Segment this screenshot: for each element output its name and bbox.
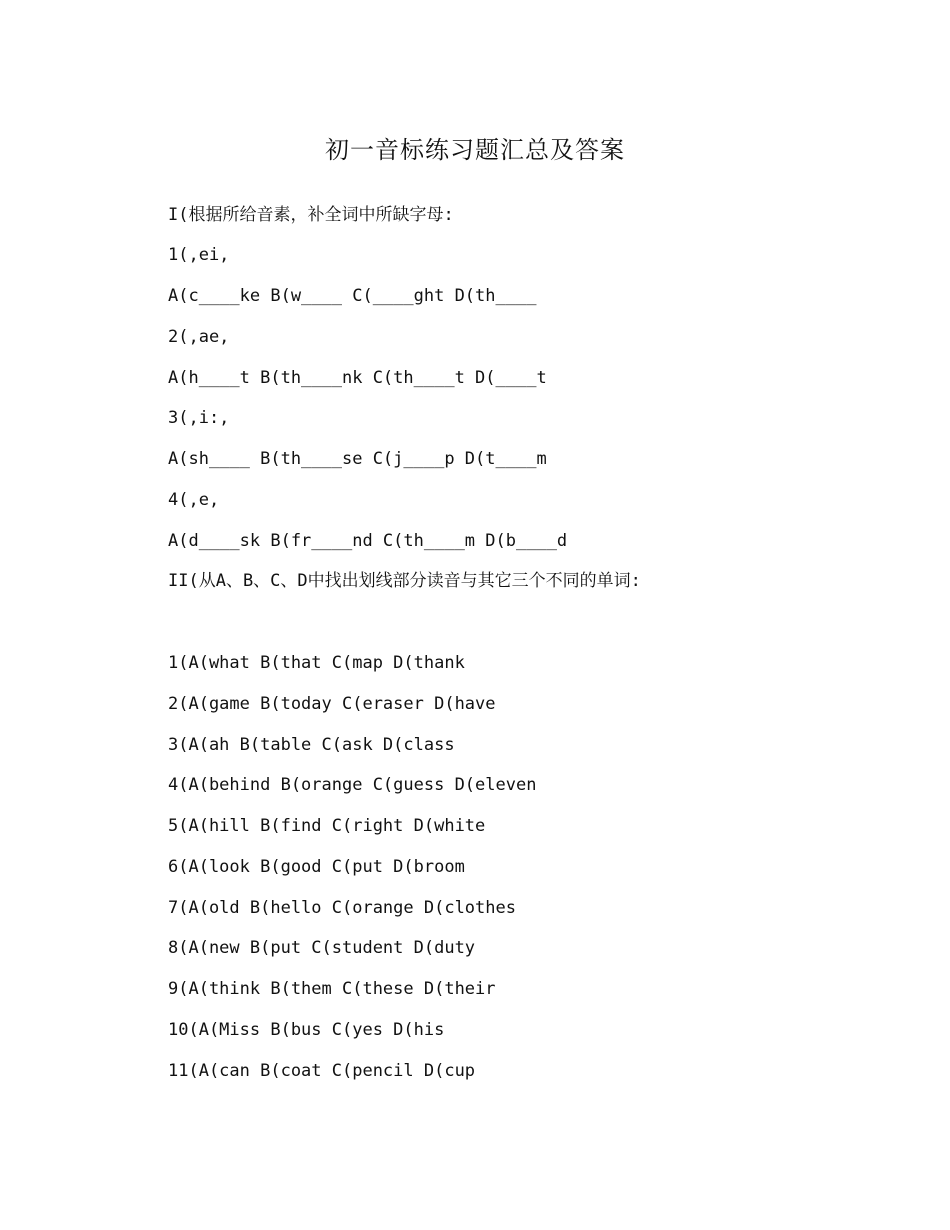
- document-title: 初一音标练习题汇总及答案: [325, 136, 625, 164]
- question-item: 4(A(behind B(orange C(guess D(eleven: [168, 775, 537, 795]
- question-options: A(d____sk B(fr____nd C(th____m D(b____d: [168, 531, 568, 551]
- question-label: 3(,i:,: [168, 408, 230, 428]
- question-item: 7(A(old B(hello C(orange D(clothes: [168, 898, 516, 918]
- question-item: 8(A(new B(put C(student D(duty: [168, 938, 476, 958]
- question-options: A(h____t B(th____nk C(th____t D(____t: [168, 368, 547, 388]
- question-label: 4(,e,: [168, 490, 220, 510]
- question-label: 1(,ei,: [168, 245, 230, 265]
- question-item: 10(A(Miss B(bus C(yes D(his: [168, 1020, 445, 1040]
- question-options: A(c____ke B(w____ C(____ght D(th____: [168, 286, 537, 306]
- question-item: 1(A(what B(that C(map D(thank: [168, 653, 465, 673]
- question-item: 9(A(think B(them C(these D(their: [168, 979, 496, 999]
- section2-heading: II(从A、B、C、D中找出划线部分读音与其它三个不同的单词:: [168, 571, 641, 591]
- question-item: 3(A(ah B(table C(ask D(class: [168, 735, 455, 755]
- question-item: 11(A(can B(coat C(pencil D(cup: [168, 1061, 476, 1081]
- question-item: 6(A(look B(good C(put D(broom: [168, 857, 465, 877]
- section1-heading: I(根据所给音素，补全词中所缺字母:: [168, 205, 454, 225]
- question-item: 2(A(game B(today C(eraser D(have: [168, 694, 496, 714]
- question-label: 2(,ae,: [168, 327, 230, 347]
- question-item: 5(A(hill B(find C(right D(white: [168, 816, 486, 836]
- question-options: A(sh____ B(th____se C(j____p D(t____m: [168, 449, 547, 469]
